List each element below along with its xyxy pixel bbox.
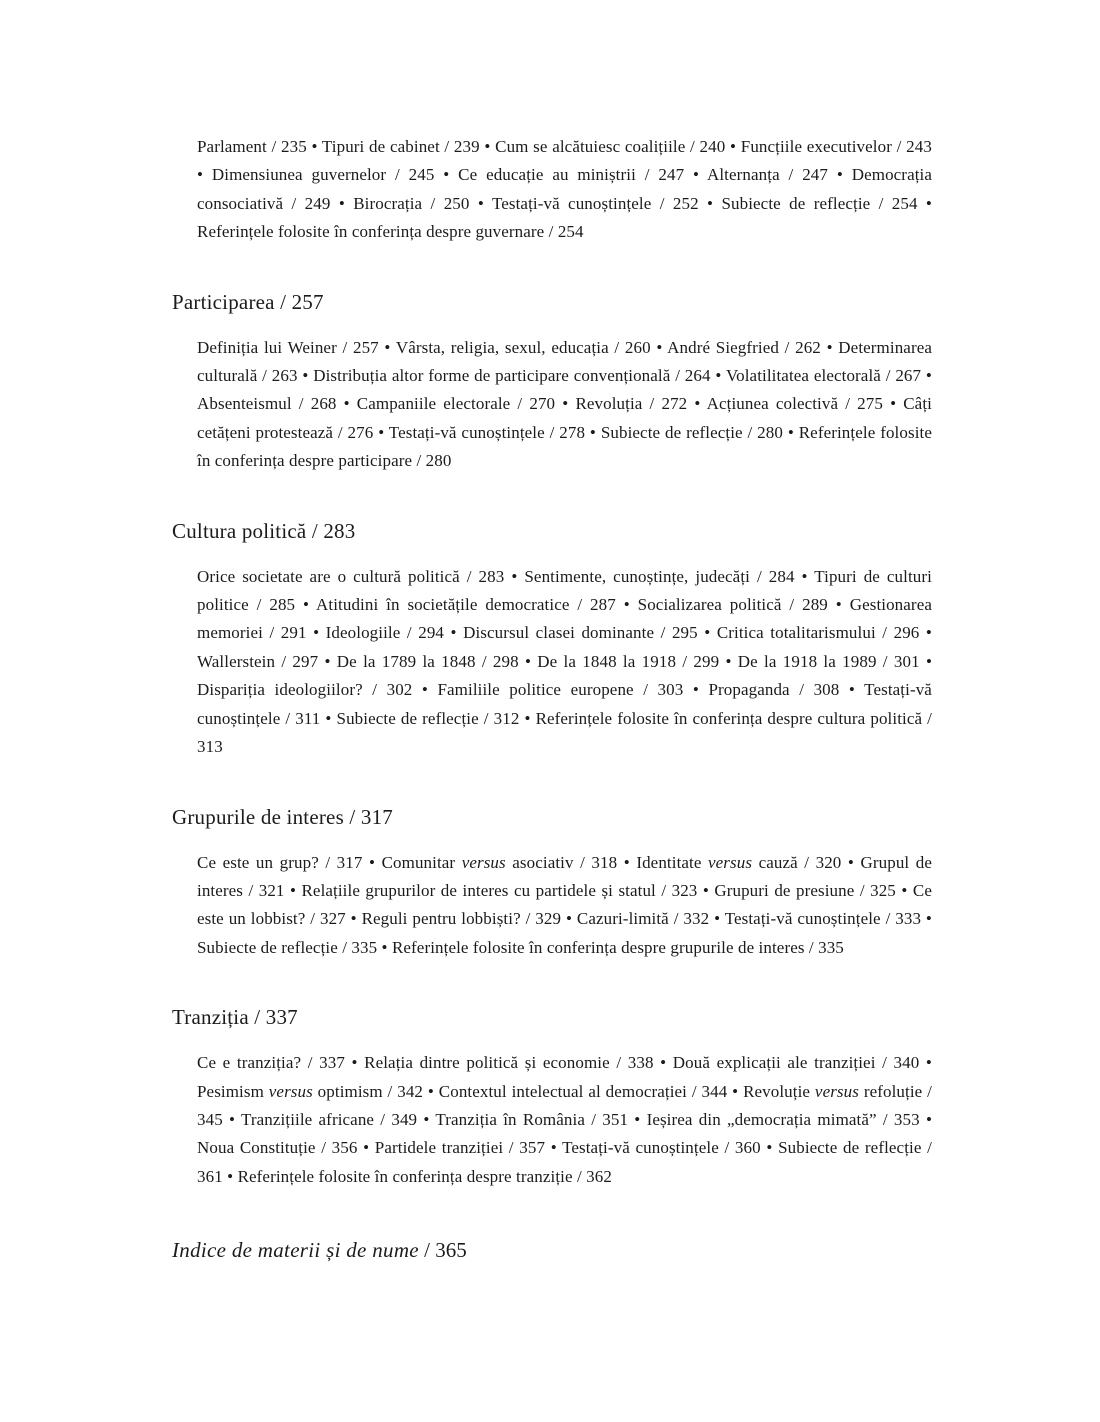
bullet-separator: • (479, 137, 496, 156)
toc-entry: Testați-vă cunoștințele / 360 (562, 1138, 761, 1158)
toc-entry: Definiția lui Weiner / 257 (197, 337, 379, 357)
bullet-separator: • (725, 137, 741, 156)
toc-entry: Ce educație au miniștrii / 247 (458, 165, 685, 185)
bullet-separator: • (412, 680, 438, 700)
toc-entry: Subiecte de reflecție / 280 (600, 422, 783, 442)
bullet-separator: • (820, 337, 839, 357)
toc-entry: Orice societate are o cultură politică / 283 (197, 566, 505, 586)
italic-word: versus (461, 852, 506, 872)
bullet-separator: • (697, 623, 717, 643)
toc-entry: De la 1848 la 1918 / 299 (537, 651, 720, 671)
bullet-separator: • (698, 193, 722, 213)
bullet-separator: • (917, 193, 932, 213)
bullet-separator: • (828, 165, 852, 185)
toc-entry: Grupuri de presiune / 325 (714, 880, 896, 900)
toc-entry: Ieșirea din „democrația mimată” / 353 (646, 1109, 920, 1129)
bullet-separator: • (306, 623, 326, 643)
toc-entry: Wallerstein / 297 (197, 651, 319, 671)
bullet-separator: • (306, 137, 322, 156)
bullet-separator: • (719, 651, 738, 671)
bullet-separator: • (921, 366, 932, 386)
toc-entry: Gestionarea memoriei / 291 (197, 595, 932, 643)
bullet-separator: • (727, 1081, 744, 1101)
toc-entry: Funcțiile executivelor / 243 (740, 137, 932, 156)
toc-entry: Referințele folosite în conferința despre cultura politică / 313 (197, 708, 932, 757)
section-entries (172, 563, 932, 762)
bullet-separator: • (709, 909, 725, 929)
toc-entry: Pesimism versus optimism / 342 (197, 1081, 424, 1101)
bullet-separator: • (345, 909, 362, 929)
bullet-separator: • (297, 366, 314, 386)
toc-sections (172, 133, 932, 1191)
section-entries (172, 1049, 932, 1191)
toc-entry: Referințele folosite în conferința despre tranziție / 362 (237, 1166, 612, 1186)
toc-entry: Testați-vă cunoștințele / 333 (724, 909, 922, 929)
bullet-separator: • (222, 1166, 238, 1186)
bullet-separator: • (794, 566, 815, 586)
toc-entry: Critica totalitarismului / 296 (716, 623, 920, 643)
bullet-separator: • (377, 937, 392, 957)
bullet-separator: • (555, 394, 576, 414)
bullet-separator: • (615, 595, 638, 615)
section-entries (172, 334, 932, 476)
toc-entry: Tranziția în România / 351 (435, 1109, 629, 1129)
toc-entry: Relațiile grupurilor de interes cu partidele și statul / 323 (301, 880, 698, 900)
toc-entry: Sentimente, cunoștințe, judecăți / 284 (524, 566, 795, 586)
toc-entry: Referințele folosite în conferința despre guvernare / 254 (197, 222, 584, 242)
toc-entry: Volatilitatea electorală / 267 (725, 366, 922, 386)
bullet-separator: • (320, 708, 337, 728)
toc-entry: André Siegfried / 262 (667, 337, 821, 357)
toc-entry: Partidele tranziției / 357 (374, 1138, 546, 1158)
bullet-separator: • (373, 422, 389, 442)
toc-entry: Subiecte de reflecție / 335 (197, 937, 378, 957)
bullet-separator: • (336, 394, 357, 414)
section-entries (172, 849, 932, 963)
bullet-separator: • (378, 337, 396, 357)
toc-entry: Ce este un lobbist? / 327 (197, 880, 932, 929)
toc-entry: De la 1789 la 1848 / 298 (336, 651, 519, 671)
toc-entry: Referințele folosite în conferința despre participare / 280 (197, 422, 932, 471)
toc-entry: Absenteismul / 268 (197, 394, 337, 414)
toc-entry: Tipuri de cabinet / 239 (321, 137, 480, 156)
bullet-separator: • (919, 1053, 932, 1073)
toc-entry: Alternanța / 247 (706, 165, 828, 185)
bullet-separator: • (921, 909, 932, 929)
bullet-separator: • (650, 337, 668, 357)
bullet-separator: • (919, 651, 932, 671)
toc-section (172, 1002, 932, 1191)
bullet-separator: • (653, 1053, 673, 1073)
toc-entry: Cazuri-limită / 332 (576, 909, 710, 929)
bullet-separator: • (545, 1138, 563, 1158)
toc-entry: Noua Constituție / 356 (197, 1138, 358, 1158)
toc-entry: De la 1918 la 1989 / 301 (737, 651, 920, 671)
bullet-separator: • (782, 422, 799, 442)
toc-entry: Subiecte de reflecție / 312 (336, 708, 520, 728)
toc-entry: Testați-vă cunoștințele / 311 (197, 680, 932, 728)
bullet-separator: • (760, 1138, 779, 1158)
toc-entry: Distribuția altor forme de participare convențională / 264 (313, 366, 711, 386)
bullet-separator: • (919, 623, 932, 643)
toc-entry: Discursul clasei dominante / 295 (463, 623, 698, 643)
index-title: Indice de materii și de nume (172, 1238, 419, 1263)
bullet-separator: • (197, 165, 212, 185)
bullet-separator: • (895, 880, 913, 900)
bullet-separator: • (444, 623, 464, 643)
bullet-separator: • (330, 193, 354, 213)
toc-entry: Determinarea culturală / 263 (197, 337, 932, 386)
toc-entry: Campaniile electorale / 270 (356, 394, 556, 414)
toc-entry: Testați-vă cunoștințele / 252 (491, 193, 699, 213)
bullet-separator: • (919, 1109, 933, 1129)
toc-entry: Dimensiunea guvernelor / 245 (211, 165, 435, 185)
bullet-separator: • (585, 422, 601, 442)
toc-section (172, 802, 932, 963)
bullet-separator: • (684, 165, 707, 185)
bullet-separator: • (628, 1109, 647, 1129)
toc-entry: Referințele folosite în conferința despre grupurile de interes / 335 (391, 937, 844, 957)
toc-entry: Atitudini în societățile democratice / 287 (316, 595, 616, 615)
toc-entry: Cum se alcătuiesc coalițiile / 240 (495, 137, 726, 156)
index-separator: / (418, 1238, 436, 1263)
bullet-separator: • (710, 366, 726, 386)
section-heading: Cultura politică / 283 (172, 518, 356, 543)
toc-entry: Familiile politice europene / 303 (437, 680, 684, 700)
bullet-separator: • (362, 852, 382, 872)
toc-entry: Comunitar versus asociativ / 318 (381, 852, 618, 872)
section-heading: Tranziția / 337 (172, 1005, 298, 1030)
bullet-separator: • (561, 909, 577, 929)
bullet-separator: • (417, 1109, 436, 1129)
toc-entry: Democrația consociativă / 249 (197, 165, 933, 213)
bullet-separator: • (519, 708, 536, 728)
bullet-separator: • (697, 880, 715, 900)
toc-entry: Grupul de interes / 321 (197, 852, 932, 900)
toc-entry: Ce este un grup? / 317 (197, 852, 363, 872)
toc-entry: Tipuri de culturi politice / 285 (197, 566, 932, 615)
bullet-separator: • (841, 852, 861, 872)
toc-entry: Birocrația / 250 (353, 193, 470, 213)
section-heading: Grupurile de interes / 317 (172, 804, 393, 829)
bullet-separator: • (617, 852, 637, 872)
bullet-separator: • (357, 1138, 375, 1158)
bullet-separator: • (518, 651, 538, 671)
bullet-separator: • (469, 193, 492, 213)
bullet-separator: • (284, 880, 302, 900)
bullet-separator: • (839, 680, 865, 700)
toc-entry: Ideologiile / 294 (325, 623, 445, 643)
toc-entry: Subiecte de reflecție / 361 (197, 1138, 932, 1186)
bullet-separator: • (882, 394, 904, 414)
toc-entry: Acțiunea colectivă / 275 (706, 394, 883, 414)
toc-entry: Propaganda / 308 (708, 680, 840, 700)
index-of-terms-line (172, 1235, 932, 1265)
italic-word: versus (814, 1081, 859, 1101)
toc-entry: Două explicații ale tranziției / 340 (672, 1053, 920, 1073)
toc-section (172, 287, 932, 476)
section-entries (172, 133, 932, 247)
toc-entry: Revoluție versus refoluție / 345 (197, 1081, 932, 1129)
bullet-separator: • (222, 1109, 242, 1129)
toc-entry: Tranzițiile africane / 349 (241, 1109, 418, 1129)
toc-entry: Socializarea politică / 289 (637, 595, 828, 615)
bullet-separator: • (295, 595, 316, 615)
bullet-separator: • (504, 566, 525, 586)
bullet-separator: • (683, 680, 709, 700)
italic-word: versus (708, 852, 753, 872)
toc-entry: Parlament / 235 (197, 137, 307, 156)
toc-entry: Reguli pentru lobbiști? / 329 (361, 909, 562, 929)
toc-section (172, 133, 932, 247)
italic-word: versus (268, 1081, 313, 1101)
bullet-separator: • (827, 595, 850, 615)
toc-entry: Câți cetățeni protestează / 276 (197, 394, 932, 442)
toc-entry: Identitate versus cauză / 320 (636, 852, 842, 872)
toc-section (172, 516, 932, 762)
bullet-separator: • (434, 165, 459, 185)
toc-entry: Ce e tranziția? / 337 (197, 1053, 345, 1073)
bullet-separator: • (423, 1081, 439, 1101)
toc-entry: Relația dintre politică și economie / 338 (364, 1053, 654, 1073)
bullet-separator: • (344, 1053, 365, 1073)
bullet-separator: • (318, 651, 337, 671)
section-heading: Participarea / 257 (172, 289, 324, 314)
toc-entry: Vârsta, religia, sexul, educația / 260 (395, 337, 651, 357)
toc-entry: Contextul intelectual al democrației / 344 (438, 1081, 728, 1101)
bullet-separator: • (687, 394, 707, 414)
toc-entry: Testați-vă cunoștințele / 278 (388, 422, 586, 442)
toc-entry: Revoluția / 272 (575, 394, 688, 414)
index-page-number: 365 (435, 1238, 467, 1263)
toc-entry: Dispariția ideologiilor? / 302 (197, 680, 413, 700)
toc-entry: Subiecte de reflecție / 254 (721, 193, 918, 213)
